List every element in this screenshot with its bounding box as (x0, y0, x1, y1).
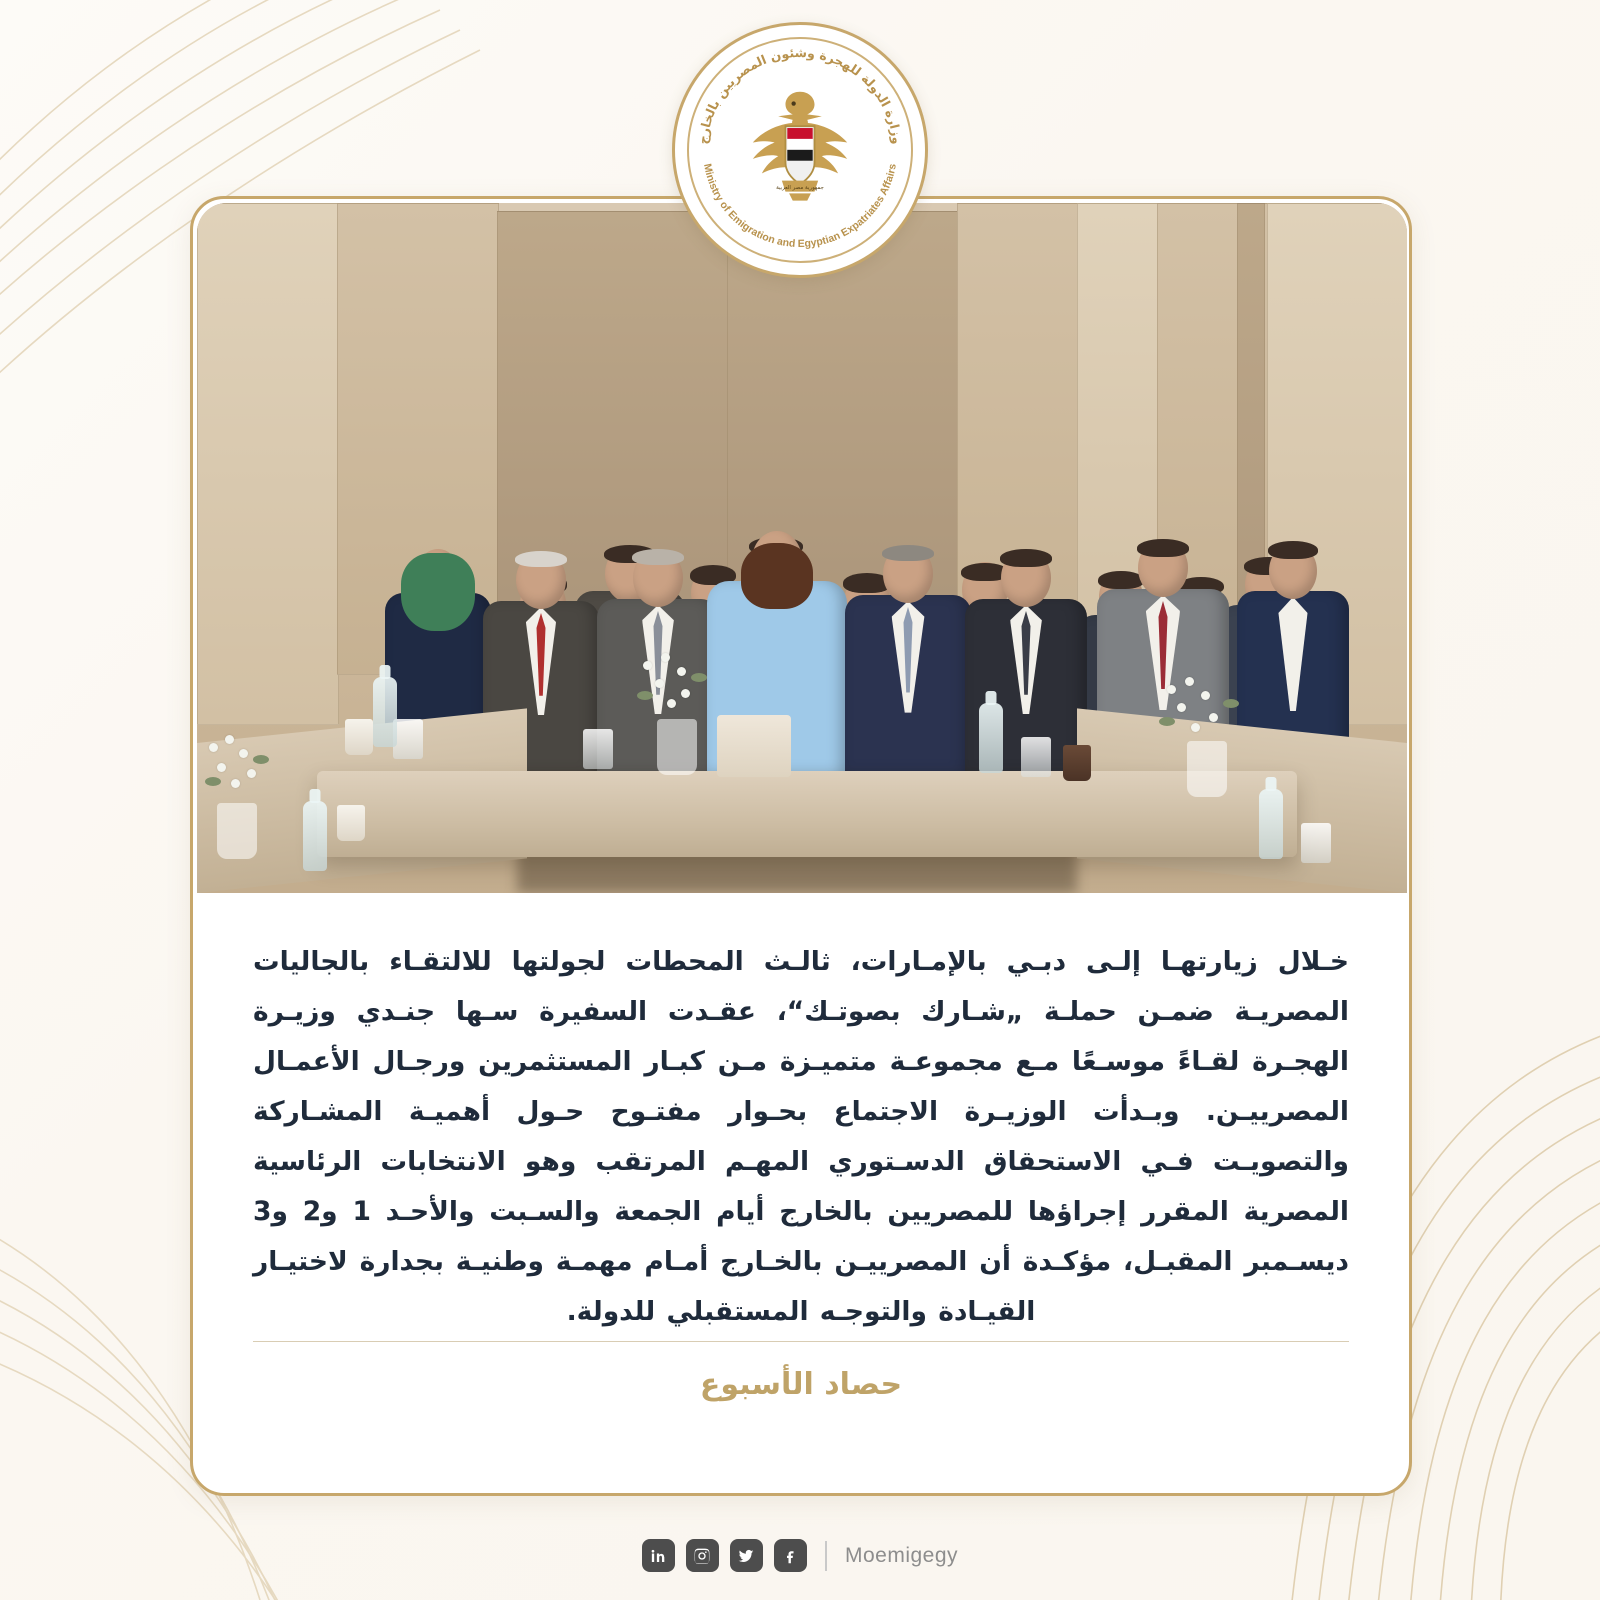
article-caption (193, 899, 1409, 1347)
footer (0, 1539, 1600, 1572)
eagle-of-saladin-icon (744, 86, 856, 204)
footer-divider (825, 1541, 827, 1571)
group-photo (197, 203, 1407, 893)
ministry-logo (672, 22, 928, 278)
instagram-icon[interactable] (686, 1539, 719, 1572)
svg-text:جمهورية مصر العربية: جمهورية مصر العربية (776, 184, 824, 191)
content-card (190, 196, 1412, 1496)
weekly-label: حصاد الأسبوع (699, 1367, 903, 1402)
caption-text: خـلال زيارتهـا إلـى دبـي بالإمـارات، ثالـث المحطات لجولتها للالتقـاء بالجاليات المصريـة ضمـن حملـة „شـارك بصوتـك“، عقـدت السفيرة سـها جنـدي وزيـرة الهجـرة لقـاءً موسـعًا مـع مجموعـة متميـزة مـن كبـار المستثمرين ورجـال الأعمـال المصرييـن. وبـدأت الوزيـرة الاجتماع بحـوار مفتـوح حـول أهميـة المشـاركة والتصويـت فـي الاستحقاق الدسـتوري المهـم المرتقب وهو الانتخابات الرئاسية المصرية المقرر إجراؤها للمصريين بالخارج أيام الجمعة والسـبت والأحـد 1 و2 و3 ديسـمبر المقبـل، مؤكـدة أن المصرييـن بالخـارج أمـام مهمـة وطنيـة بجدارة لاختيـار القيـادة والتوجـه المستقبلي للدولة. (253, 946, 1349, 1327)
social-links (642, 1539, 807, 1572)
svg-text:Ministry of Emigration and Egy: Ministry of Emigration and Egyptian Expatriates Affairs (701, 162, 899, 251)
facebook-icon[interactable] (774, 1539, 807, 1572)
twitter-icon[interactable] (730, 1539, 763, 1572)
svg-text:وزارة الدولة للهجرة وشئون المص: وزارة الدولة للهجرة وشئون المصريين بالخارج (695, 44, 905, 145)
linkedin-icon[interactable] (642, 1539, 675, 1572)
account-handle: Moemigegy (844, 1543, 959, 1567)
caption-divider (253, 1341, 1349, 1342)
